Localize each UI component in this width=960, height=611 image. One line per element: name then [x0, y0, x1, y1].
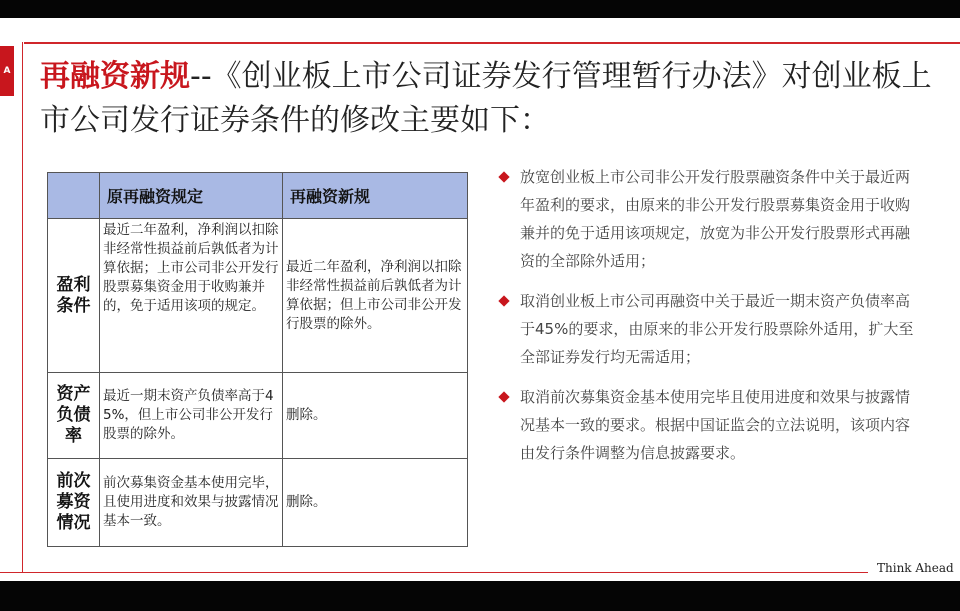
- cell-new-debt-ratio: 删除。: [283, 373, 468, 459]
- table-row: [48, 459, 468, 547]
- diamond-bullet-icon: [498, 391, 509, 402]
- table-header-old-rules: 原再融资规定: [100, 173, 283, 219]
- list-item: 取消前次募集资金基本使用完毕且使用进度和效果与披露情况基本一致的要求。根据中国证监会的立法说明，该项内容由发行条件调整为信息披露要求。: [498, 383, 923, 467]
- title-rest: --《创业板上市公司证券发行管理暂行办法》对创业板上市公司发行证券条件的修改主要如下：: [40, 59, 932, 138]
- table-row: [48, 373, 468, 459]
- cell-old-debt-ratio: 最近一期末资产负债率高于45%，但上市公司非公开发行股票的除外。: [100, 373, 283, 459]
- cell-old-prior-funds: 前次募集资金基本使用完毕，且使用进度和效果与披露情况基本一致。: [100, 459, 283, 547]
- left-divider-line: [22, 42, 23, 572]
- section-tab: A: [0, 46, 14, 96]
- list-item: 取消创业板上市公司再融资中关于最近一期末资产负债率高于45%的要求，由原来的非公开发行股票除外适用，扩大至全部证券发行均无需适用；: [498, 287, 923, 371]
- table-header-row: [48, 173, 468, 219]
- list-item: 放宽创业板上市公司非公开发行股票融资条件中关于最近两年盈利的要求，由原来的非公开发行股票募集资金用于收购兼并的免于适用该项规定，放宽为非公开发行股票形式再融资的全部除外适用；: [498, 163, 923, 275]
- diamond-bullet-icon: [498, 295, 509, 306]
- top-black-bar: [0, 0, 960, 18]
- cell-old-profit: 最近二年盈利，净利润以扣除非经常性损益前后孰低者为计算依据；上市公司非公开发行股票募集资金用于收购兼并的，免于适用该项的规定。: [100, 219, 283, 373]
- top-divider-line: [24, 42, 960, 44]
- footer-slogan: Think Ahead: [877, 561, 954, 575]
- comparison-table: [47, 172, 468, 547]
- bullet-list: [498, 163, 923, 479]
- bottom-black-bar: [0, 581, 960, 611]
- title-highlight: 再融资新规: [40, 59, 190, 94]
- table-header-corner: [48, 173, 100, 219]
- table-row: [48, 219, 468, 373]
- row-label-debt-ratio: 资产 负债 率: [48, 373, 100, 459]
- row-label-profit: 盈利 条件: [48, 219, 100, 373]
- cell-new-profit: 最近二年盈利，净利润以扣除非经常性损益前后孰低者为计算依据；但上市公司非公开发行股票的除外。: [283, 219, 468, 373]
- diamond-bullet-icon: [498, 171, 509, 182]
- bottom-divider-line: [0, 572, 868, 573]
- cell-new-prior-funds: 删除。: [283, 459, 468, 547]
- table-header-new-rules: 再融资新规: [283, 173, 468, 219]
- slide-title: [40, 55, 940, 143]
- row-label-prior-funds: 前次 募资 情况: [48, 459, 100, 547]
